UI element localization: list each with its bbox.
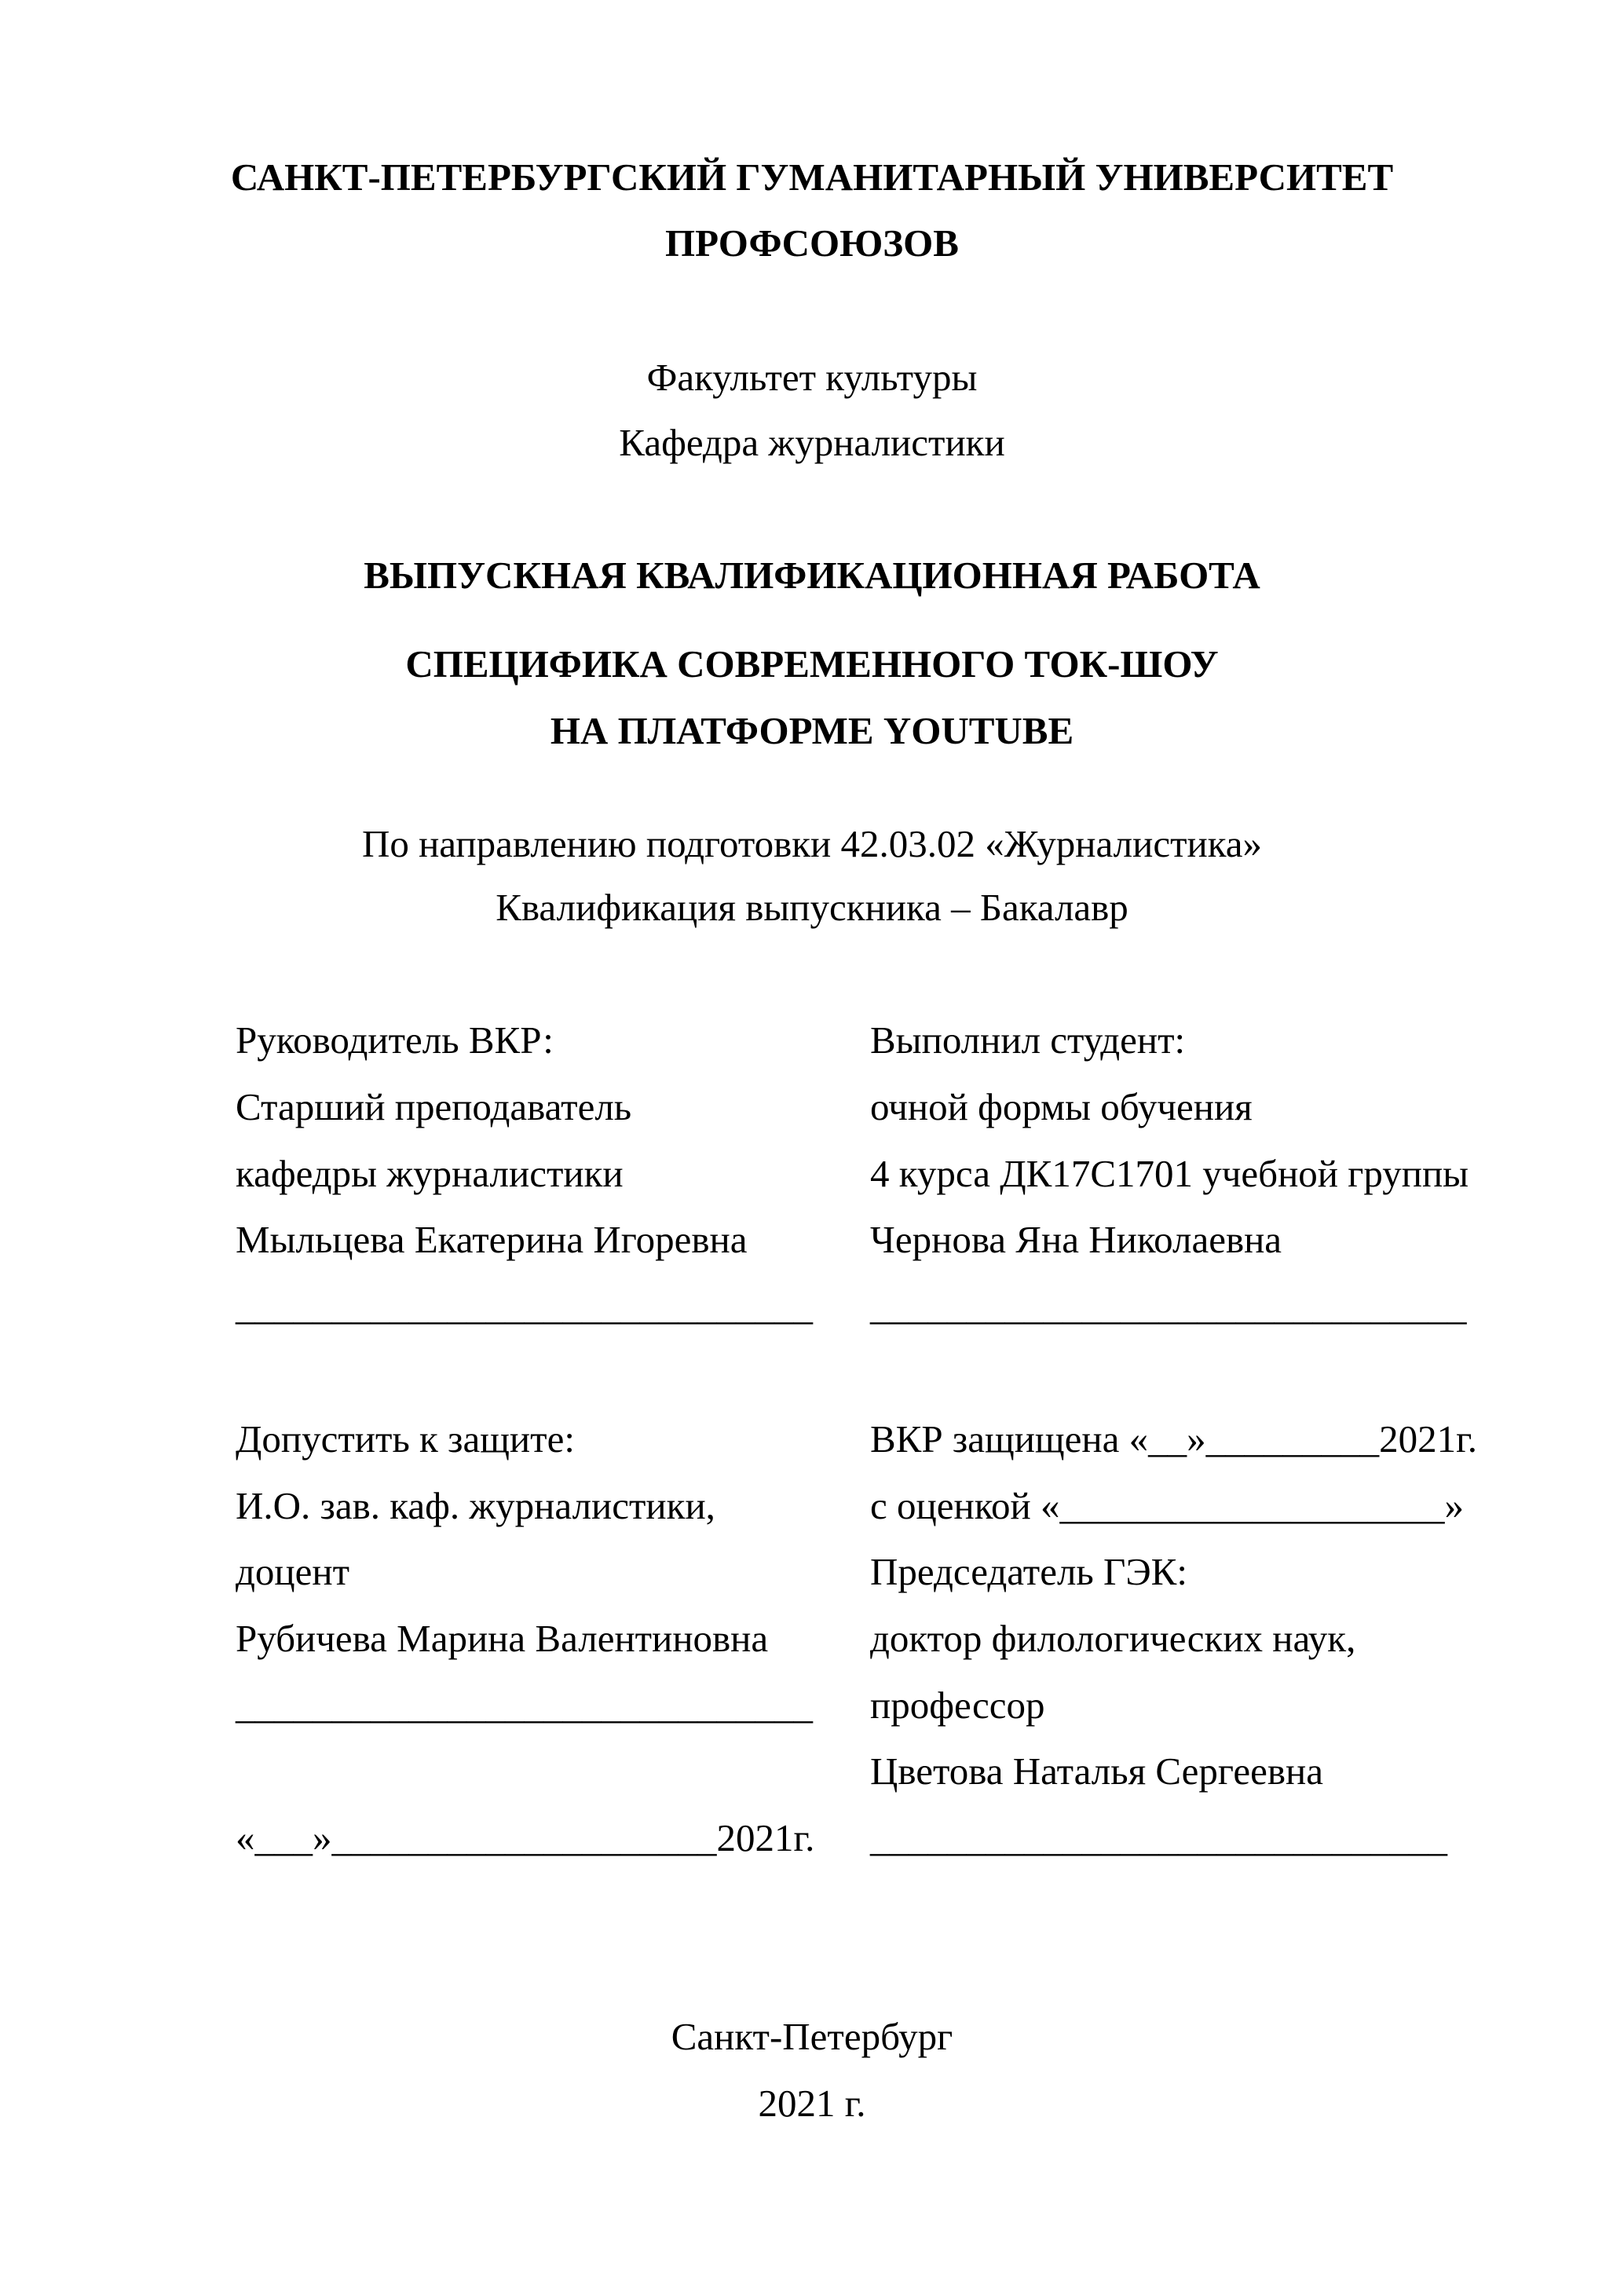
direction: По направлению подготовки 42.03.02 «Журналистика» (361, 822, 1263, 865)
supervisor-position: Старший преподаватель (236, 1085, 632, 1128)
chair-title: профессор (870, 1684, 1045, 1727)
year: 2021 г. (758, 2082, 866, 2125)
work-title-line2: НА ПЛАТФОРМЕ YOUTUBE (550, 709, 1074, 752)
city: Санкт-Петербург (671, 2015, 953, 2058)
university-name-line1: САНКТ-ПЕТЕРБУРГСКИЙ ГУМАНИТАРНЫЙ УНИВЕРСИТЕТ (230, 155, 1394, 199)
faculty: Факультет культуры (646, 356, 978, 399)
department: Кафедра журналистики (619, 421, 1005, 464)
student-name: Чернова Яна Николаевна (870, 1218, 1282, 1261)
admission-position: И.О. зав. каф. журналистики, (236, 1484, 715, 1527)
chair-signature-line: ______________________________ (870, 1816, 1447, 1859)
supervisor-department: кафедры журналистики (236, 1152, 624, 1195)
admission-title: доцент (236, 1550, 350, 1593)
defense-grade: с оценкой «____________________» (870, 1484, 1464, 1527)
supervisor-signature-line: ______________________________ (236, 1285, 813, 1328)
admission-date-line: «___»____________________2021г. (236, 1816, 815, 1859)
work-type: ВЫПУСКНАЯ КВАЛИФИКАЦИОННАЯ РАБОТА (364, 554, 1260, 597)
supervisor-label: Руководитель ВКР: (236, 1018, 554, 1062)
student-signature-line: _______________________________ (870, 1285, 1467, 1328)
admission-name: Рубичева Марина Валентиновна (236, 1617, 769, 1660)
supervisor-name: Мыльцева Екатерина Игоревна (236, 1218, 748, 1261)
admission-signature-line: ______________________________ (236, 1684, 813, 1727)
admission-label: Допустить к защите: (236, 1417, 575, 1461)
student-group: 4 курса ДК17С1701 учебной группы (870, 1152, 1469, 1195)
chair-degree: доктор филологических наук, (870, 1617, 1356, 1660)
chair-label: Председатель ГЭК: (870, 1550, 1187, 1593)
student-label: Выполнил студент: (870, 1018, 1186, 1062)
student-form: очной формы обучения (870, 1085, 1253, 1128)
work-title-line1: СПЕЦИФИКА СОВРЕМЕННОГО ТОК-ШОУ (405, 642, 1219, 686)
qualification: Квалификация выпускника – Бакалавр (496, 886, 1128, 929)
university-name-line2: ПРОФСОЮЗОВ (665, 221, 959, 265)
defense-date: ВКР защищена «__»_________2021г. (870, 1417, 1477, 1461)
chair-name: Цветова Наталья Сергеевна (870, 1749, 1323, 1793)
